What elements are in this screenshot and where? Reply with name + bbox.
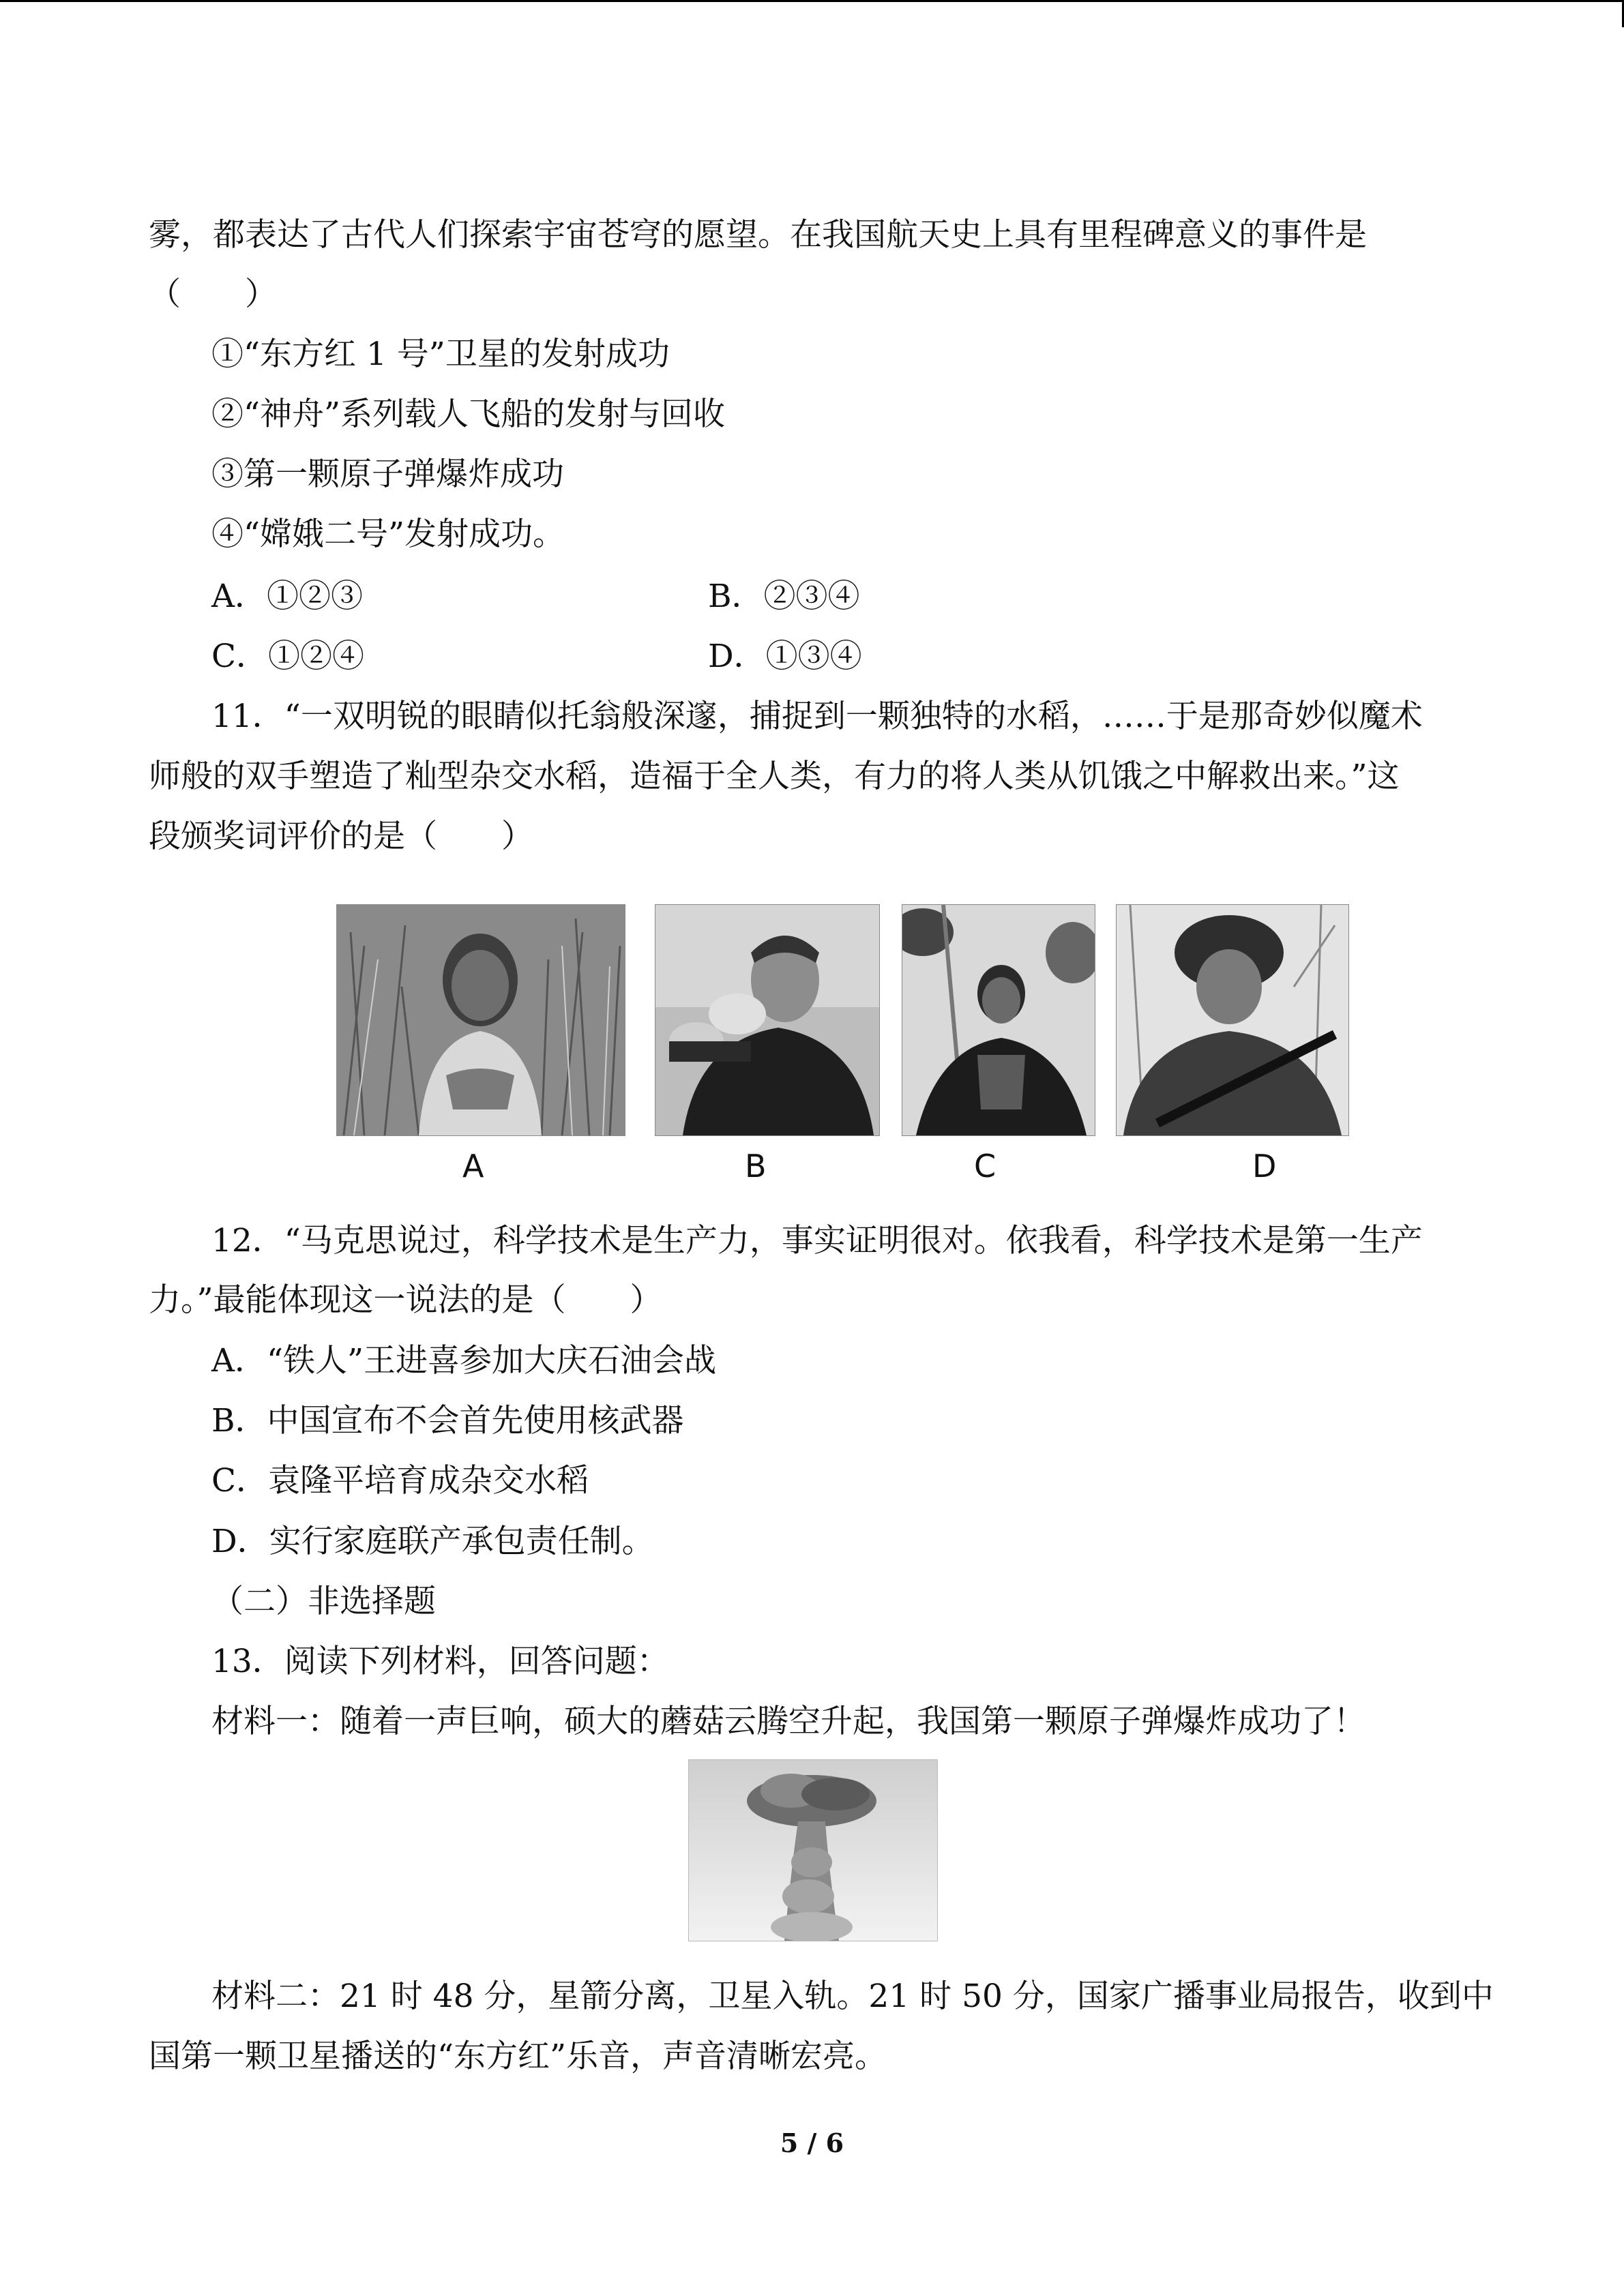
q11-line-2: 师般的双手塑造了籼型杂交水稻，造福于全人类，有力的将人类从饥饿之中解救出来。”这 [149, 758, 1400, 795]
photo-b [655, 904, 880, 1136]
q12-option-a: A．“铁人”王进喜参加大庆石油会战 [211, 1342, 716, 1380]
photo-label-a: A [462, 1148, 484, 1184]
q10-item-3: ③第一颗原子弹爆炸成功 [211, 456, 564, 493]
section-heading: （二）非选择题 [211, 1583, 436, 1620]
photo-a [336, 904, 625, 1136]
q10-item-2: ②“神舟”系列载人飞船的发射与回收 [211, 396, 726, 433]
q11-line-1: 11．“一双明锐的眼睛似托翁般深邃，捕捉到一颗独特的水稻，……于是那奇妙似魔术 [211, 698, 1423, 735]
q10-item-4: ④“嫦娥二号”发射成功。 [211, 516, 565, 553]
page-number: 5 / 6 [780, 2128, 844, 2158]
q10-stem-line: 雾，都表达了古代人们探索宇宙苍穹的愿望。在我国航天史上具有里程碑意义的事件是 [149, 216, 1367, 254]
q10-option-c: C．①②④ [211, 638, 364, 675]
mushroom-cloud-image [688, 1759, 938, 1941]
q10-option-d: D．①③④ [708, 638, 862, 675]
material-two-line-2: 国第一颗卫星播送的“东方红”乐音，声音清晰宏亮。 [149, 2038, 887, 2075]
q10-item-1: ①“东方红 1 号”卫星的发射成功 [211, 336, 670, 373]
q13-stem: 13．阅读下列材料，回答问题： [211, 1643, 669, 1680]
q10-option-b: B．②③④ [708, 578, 860, 615]
q10-option-a: A．①②③ [211, 578, 363, 615]
material-one: 材料一：随着一声巨响，硕大的蘑菇云腾空升起，我国第一颗原子弹爆炸成功了！ [211, 1703, 1365, 1740]
q12-option-b: B．中国宣布不会首先使用核武器 [211, 1402, 684, 1440]
q10-answer-bracket: （ ） [149, 275, 277, 313]
photo-label-c: C [974, 1148, 996, 1184]
top-border [0, 0, 1624, 2]
photo-d [1116, 904, 1349, 1136]
q11-line-3: 段颁奖词评价的是（ ） [149, 818, 533, 855]
material-two-line-1: 材料二：21 时 48 分，星箭分离，卫星入轨。21 时 50 分，国家广播事业局报告，收到中 [211, 1978, 1494, 2015]
q12-line-1: 12．“马克思说过，科学技术是生产力，事实证明很对。依我看，科学技术是第一生产 [211, 1222, 1423, 1259]
q12-option-c: C．袁隆平培育成杂交水稻 [211, 1462, 589, 1500]
q12-option-d: D．实行家庭联产承包责任制。 [211, 1523, 654, 1560]
q12-line-2: 力。”最能体现这一说法的是（ ） [149, 1281, 662, 1319]
photo-label-d: D [1252, 1148, 1277, 1184]
photo-label-b: B [745, 1148, 767, 1184]
photo-c [902, 904, 1095, 1136]
